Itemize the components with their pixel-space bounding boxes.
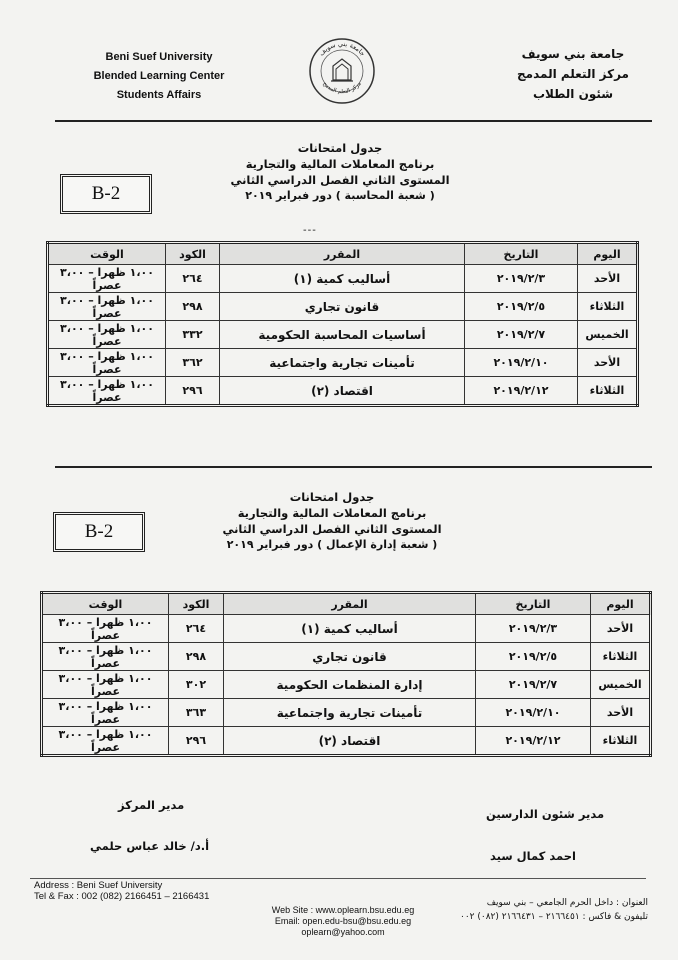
course-cell: قانون تجاري <box>224 643 476 671</box>
footer-address-ar <box>388 896 648 924</box>
tel-fax-en: Tel & Fax : 002 (082) 2166451 – 2166431 <box>34 891 210 902</box>
day-cell: الخميس <box>578 321 638 349</box>
email2-link[interactable]: oplearn@yahoo.com <box>301 927 385 937</box>
time-cell: ١،٠٠ ظهرا – ٣،٠٠ عصراً <box>42 643 169 671</box>
col-day-header: اليوم <box>578 243 638 265</box>
time-cell: ١،٠٠ ظهرا – ٣،٠٠ عصراً <box>42 727 169 756</box>
course-cell: أساليب كمية (١) <box>224 615 476 643</box>
date-cell: ٢٠١٩/٢/٧ <box>476 671 591 699</box>
section2-schedule-table <box>40 591 652 757</box>
code-cell: ٣٣٢ <box>166 321 220 349</box>
code-cell: ٢٩٨ <box>169 643 224 671</box>
code-cell: ٢٦٤ <box>169 615 224 643</box>
time-cell: ١،٠٠ ظهرا – ٣،٠٠ عصراً <box>48 321 166 349</box>
website-link[interactable]: Web Site : www.oplearn.bsu.edu.eg <box>271 905 415 915</box>
course-cell: أساسيات المحاسبة الحكومية <box>220 321 465 349</box>
table-row <box>42 671 651 699</box>
footer-divider <box>30 878 646 879</box>
address-en: Address : Beni Suef University <box>34 880 163 891</box>
section1-branch: ( شعبة المحاسبة ) دور فبراير ٢٠١٩ <box>245 189 435 202</box>
section2-title-block <box>182 489 482 553</box>
section2-program: برنامج المعاملات المالية والتجارية <box>237 506 427 520</box>
university-logo <box>307 36 377 106</box>
date-cell: ٢٠١٩/٢/١٠ <box>465 349 578 377</box>
section1-program: برنامج المعاملات المالية والتجارية <box>245 157 435 171</box>
department-name-ar: شئون الطلاب <box>532 87 614 101</box>
section1-schedule-table <box>46 241 639 407</box>
date-cell: ٢٠١٩/٢/٥ <box>465 293 578 321</box>
col-time-header: الوقت <box>48 243 166 265</box>
logo-text-top: جامعة بني سويف <box>317 39 367 58</box>
table-row <box>48 293 638 321</box>
code-cell: ٢٩٦ <box>169 727 224 756</box>
section1-dash: --- <box>303 225 317 236</box>
day-cell: الأحد <box>578 349 638 377</box>
code-cell: ٢٩٨ <box>166 293 220 321</box>
footer-address-en <box>34 880 209 902</box>
day-cell: الأحد <box>591 699 651 727</box>
day-cell: الثلاثاء <box>591 643 651 671</box>
students-affairs-director-title: مدير شئون الدارسين <box>486 807 605 821</box>
col-time-header: الوقت <box>42 593 169 615</box>
center-director-title: مدير المركز <box>118 798 185 812</box>
col-course-header: المقرر <box>220 243 465 265</box>
col-day-header: اليوم <box>591 593 651 615</box>
col-code-header: الكود <box>166 243 220 265</box>
day-cell: الثلاثاء <box>591 727 651 756</box>
date-cell: ٢٠١٩/٢/٥ <box>476 643 591 671</box>
col-date-header: التاريخ <box>476 593 591 615</box>
time-cell: ١،٠٠ ظهرا – ٣،٠٠ عصراً <box>48 293 166 321</box>
table-row <box>48 321 638 349</box>
section2-title: جدول امتحانات <box>289 490 375 504</box>
day-cell: الخميس <box>591 671 651 699</box>
course-cell: تأمينات تجارية واجتماعية <box>220 349 465 377</box>
address-ar: العنوان : داخل الحرم الجامعي – بني سويف <box>486 898 648 908</box>
code-cell: ٢٩٦ <box>166 377 220 406</box>
course-cell: إدارة المنظمات الحكومية <box>224 671 476 699</box>
svg-text:جامعة بني سويف <box>317 40 367 58</box>
section2-code-box: B-2 <box>53 512 145 552</box>
header-english <box>74 48 244 105</box>
date-cell: ٢٠١٩/٢/١٠ <box>476 699 591 727</box>
time-cell: ١،٠٠ ظهرا – ٣،٠٠ عصراً <box>48 377 166 406</box>
date-cell: ٢٠١٩/٢/٧ <box>465 321 578 349</box>
course-cell: اقتصاد (٢) <box>224 727 476 756</box>
department-name-en: Students Affairs <box>116 89 202 101</box>
code-cell: ٣٠٢ <box>169 671 224 699</box>
code-cell: ٢٦٤ <box>166 265 220 293</box>
time-cell: ١،٠٠ ظهرا – ٣،٠٠ عصراً <box>48 349 166 377</box>
time-cell: ١،٠٠ ظهرا – ٣،٠٠ عصراً <box>48 265 166 293</box>
table-row <box>42 615 651 643</box>
col-course-header: المقرر <box>224 593 476 615</box>
section1-title-block <box>190 140 490 204</box>
date-cell: ٢٠١٩/٢/١٢ <box>476 727 591 756</box>
date-cell: ٢٠١٩/٢/٣ <box>476 615 591 643</box>
table-row <box>42 727 651 756</box>
university-name-en: Beni Suef University <box>105 51 213 63</box>
col-code-header: الكود <box>169 593 224 615</box>
course-cell: تأمينات تجارية واجتماعية <box>224 699 476 727</box>
center-name-ar: مركز التعلم المدمج <box>517 67 629 81</box>
section2-branch: ( شعبة إدارة الإعمال ) دور فبراير ٢٠١٩ <box>226 538 438 551</box>
students-affairs-director-name: احمد كمال سيد <box>490 849 576 863</box>
logo-text-bottom: مركز التعلم المدمج <box>321 81 363 96</box>
day-cell: الأحد <box>578 265 638 293</box>
code-cell: ٣٦٢ <box>166 349 220 377</box>
email-link[interactable]: Email: open.edu-bsu@bsu.edu.eg <box>274 916 412 926</box>
table-row <box>48 349 638 377</box>
course-cell: أساليب كمية (١) <box>220 265 465 293</box>
day-cell: الأحد <box>591 615 651 643</box>
table-row <box>42 699 651 727</box>
date-cell: ٢٠١٩/٢/١٢ <box>465 377 578 406</box>
section1-title: جدول امتحانات <box>297 141 383 155</box>
table-row <box>42 643 651 671</box>
course-cell: اقتصاد (٢) <box>220 377 465 406</box>
day-cell: الثلاثاء <box>578 293 638 321</box>
center-director-name: أ.د/ خالد عباس حلمي <box>90 839 210 853</box>
date-cell: ٢٠١٩/٢/٣ <box>465 265 578 293</box>
day-cell: الثلاثاء <box>578 377 638 406</box>
col-date-header: التاريخ <box>465 243 578 265</box>
table-row <box>48 265 638 293</box>
header-divider <box>55 120 652 122</box>
table-row <box>48 377 638 406</box>
course-cell: قانون تجاري <box>220 293 465 321</box>
header-arabic <box>498 44 648 104</box>
section1-level: المستوى الثاني الفصل الدراسي الثاني <box>230 173 450 187</box>
tel-fax-ar: تليفون & فاكس : ٢١٦٦٤٥١ – ٢١٦٦٤٣١ (٠٨٢) ٠٠٢ <box>459 912 648 922</box>
university-name-ar: جامعة بني سويف <box>521 47 625 61</box>
time-cell: ١،٠٠ ظهرا – ٣،٠٠ عصراً <box>42 671 169 699</box>
section1-code-box: B-2 <box>60 174 152 214</box>
time-cell: ١،٠٠ ظهرا – ٣،٠٠ عصراً <box>42 699 169 727</box>
section2-level: المستوى الثاني الفصل الدراسي الثاني <box>222 522 442 536</box>
time-cell: ١،٠٠ ظهرا – ٣،٠٠ عصراً <box>42 615 169 643</box>
svg-text:مركز التعلم المدمج <box>321 81 362 95</box>
code-cell: ٣٦٣ <box>169 699 224 727</box>
center-name-en: Blended Learning Center <box>93 70 225 82</box>
section-divider <box>55 466 652 468</box>
